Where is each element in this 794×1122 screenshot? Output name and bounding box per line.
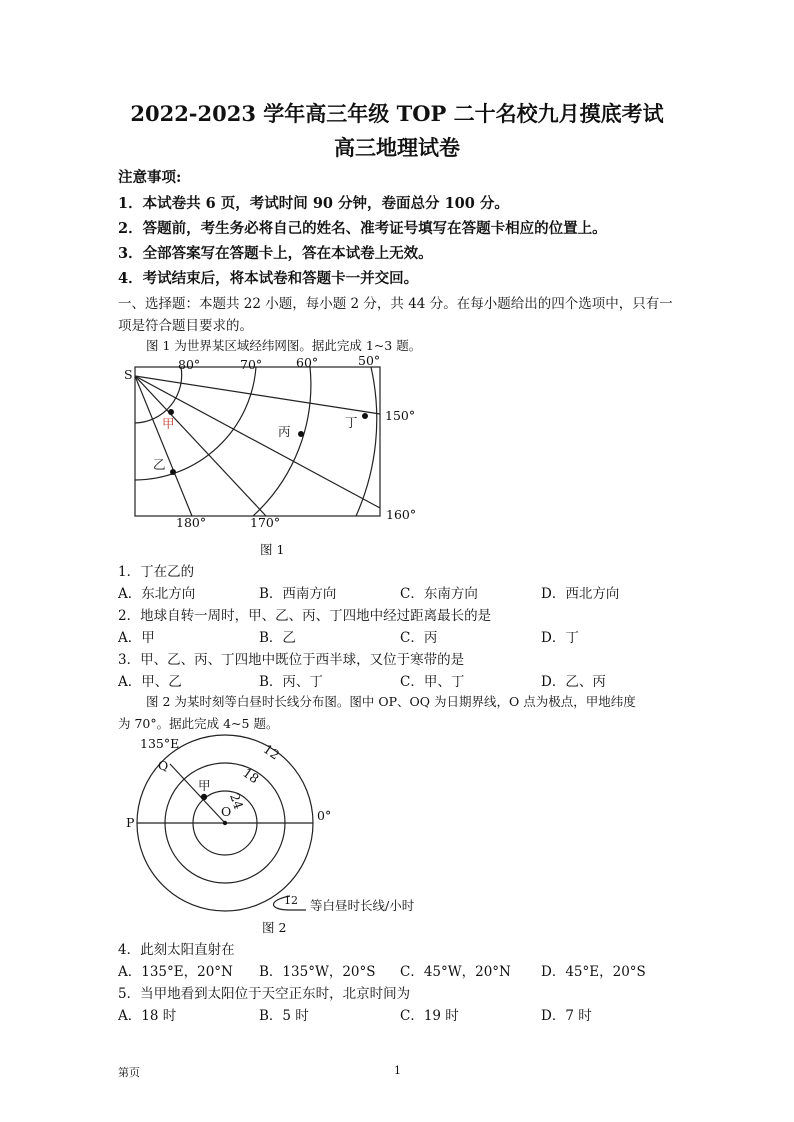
q3-option-d[interactable]: D．乙、丙 — [541, 674, 606, 690]
intro-figure2-line1: 图 2 为某时刻等白昼时长线分布图。图中 OP、OQ 为日期界线，O 点为极点，甲地纬度 — [146, 694, 636, 709]
q4-option-d[interactable]: D．45°E，20°S — [541, 964, 646, 980]
lat-label-60: 60° — [296, 355, 319, 370]
question-1-stem: 1．丁在乙的 — [118, 564, 195, 580]
q3-option-b[interactable]: B．丙、丁 — [259, 674, 323, 690]
point-q-label: Q — [158, 758, 169, 773]
figure2-daylength-map — [118, 730, 428, 938]
point-jia-dot-fig2 — [201, 794, 207, 800]
contour-label-12: 12 — [260, 741, 283, 763]
figure2-caption: 图 2 — [262, 920, 287, 935]
lon-label-180: 180° — [176, 515, 207, 530]
page-number: 1 — [394, 1064, 401, 1077]
point-jia-dot — [168, 409, 174, 415]
point-ding-dot — [362, 413, 368, 419]
q1-option-c[interactable]: C．东南方向 — [400, 586, 478, 602]
figure1-graticule — [118, 350, 428, 550]
point-jia-label-fig2: 甲 — [198, 778, 211, 793]
section-instruction-line1: 一、选择题：本题共 22 小题，每小题 2 分，共 44 分。在每小题给出的四个选项中，只有一 — [118, 296, 673, 312]
footer-label: 第页 — [118, 1066, 140, 1079]
question-3-stem: 3．甲、乙、丙、丁四地中既位于西半球，又位于寒带的是 — [118, 652, 465, 668]
notes-heading: 注意事项: — [118, 169, 182, 186]
q2-option-c[interactable]: C．丙 — [400, 630, 438, 646]
q4-option-b[interactable]: B．135°W，20°S — [259, 964, 376, 980]
contour-label-18: 18 — [240, 764, 262, 787]
exam-title: 2022-2023 学年高三年级 TOP 二十名校九月摸底考试 — [130, 101, 664, 126]
parallel-60 — [253, 367, 311, 516]
lon-135e-label: 135°E — [140, 736, 180, 751]
q2-option-b[interactable]: B．乙 — [259, 630, 296, 646]
q4-option-a[interactable]: A．135°E，20°N — [118, 964, 233, 980]
q5-option-a[interactable]: A．18 时 — [118, 1008, 177, 1024]
lon-label-150: 150° — [385, 408, 416, 423]
meridian-180 — [135, 376, 192, 516]
question-5-stem: 5．当甲地看到太阳位于天空正东时，北京时间为 — [118, 986, 411, 1002]
pole-o-dot — [223, 821, 227, 825]
q5-option-c[interactable]: C．19 时 — [400, 1008, 459, 1024]
note-item-2: 2．答题前，考生务必将自己的姓名、准考证号填写在答题卡相应的位置上。 — [118, 220, 607, 237]
lat-label-70: 70° — [240, 357, 263, 372]
figure1-caption: 图 1 — [260, 542, 285, 557]
date-line-oq — [170, 764, 225, 823]
point-yi-label: 乙 — [153, 457, 166, 472]
point-o-label: O — [221, 804, 232, 819]
q2-option-a[interactable]: A．甲 — [118, 630, 155, 646]
question-2-stem: 2．地球自转一周时，甲、乙、丙、丁四地中经过距离最长的是 — [118, 608, 492, 624]
legend-value: 12 — [284, 894, 298, 907]
meridian-150 — [135, 376, 380, 414]
parallel-50 — [356, 367, 377, 516]
q5-option-d[interactable]: D．7 时 — [541, 1008, 592, 1024]
point-ding-label: 丁 — [345, 415, 358, 430]
intro-figure2-line2: 为 70°。据此完成 4~5 题。 — [118, 716, 279, 731]
point-p-label: P — [126, 815, 135, 830]
q3-option-a[interactable]: A．甲、乙 — [118, 674, 182, 690]
q2-option-d[interactable]: D．丁 — [541, 630, 579, 646]
q1-option-b[interactable]: B．西南方向 — [259, 586, 337, 602]
point-bing-dot — [298, 431, 304, 437]
q3-option-c[interactable]: C．甲、丁 — [400, 674, 465, 690]
meridian-160 — [135, 376, 380, 508]
meridian-170 — [135, 376, 266, 516]
lon-label-170: 170° — [250, 515, 281, 530]
lon-0-label: 0° — [317, 808, 332, 823]
q5-option-b[interactable]: B．5 时 — [259, 1008, 309, 1024]
point-yi-dot — [170, 469, 176, 475]
note-item-1: 1．本试卷共 6 页，考试时间 90 分钟，卷面总分 100 分。 — [118, 195, 509, 212]
legend-text: 等白昼时长线/小时 — [310, 898, 415, 913]
question-4-stem: 4．此刻太阳直射在 — [118, 942, 235, 958]
q1-option-d[interactable]: D．西北方向 — [541, 586, 620, 602]
lon-label-160: 160° — [386, 507, 417, 522]
q1-option-a[interactable]: A．东北方向 — [118, 586, 196, 602]
section-instruction-line2: 项是符合题目要求的。 — [118, 318, 253, 334]
pole-label-s: S — [124, 367, 133, 382]
q4-option-c[interactable]: C．45°W，20°N — [400, 964, 511, 980]
lat-label-50: 50° — [358, 353, 381, 368]
note-item-4: 4．考试结束后，将本试卷和答题卡一并交回。 — [118, 270, 419, 287]
point-jia-label: 甲 — [162, 416, 175, 431]
exam-subtitle: 高三地理试卷 — [334, 135, 460, 160]
parallel-80 — [135, 367, 182, 423]
intro-figure1: 图 1 为世界某区域经纬网图。据此完成 1~3 题。 — [146, 338, 422, 353]
point-bing-label: 丙 — [278, 424, 291, 439]
note-item-3: 3．全部答案写在答题卡上，答在本试卷上无效。 — [118, 245, 433, 262]
contour-label-24: 24 — [226, 791, 247, 812]
lat-label-80: 80° — [178, 357, 201, 372]
